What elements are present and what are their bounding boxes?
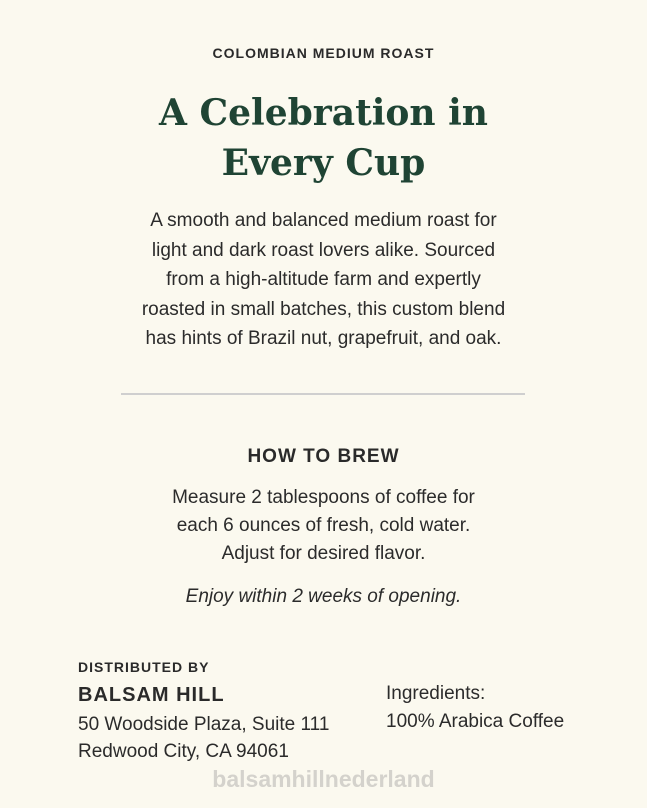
- brew-heading: HOW TO BREW: [247, 446, 400, 467]
- ingredients-value: 100% Arabica Coffee: [386, 711, 565, 732]
- brew-instruction-line: Adjust for desired flavor.: [221, 543, 426, 564]
- address-line: 50 Woodside Plaza, Suite 111: [78, 714, 330, 735]
- address-line: Redwood City, CA 94061: [78, 741, 289, 762]
- watermark-text: balsamhillnederland: [212, 766, 435, 792]
- section-divider: [121, 393, 525, 395]
- product-headline: [0, 88, 647, 188]
- product-description: [0, 206, 647, 354]
- brew-instruction-line: each 6 ounces of fresh, cold water.: [176, 515, 471, 536]
- headline-line: Every Cup: [221, 142, 426, 184]
- brew-instructions: [0, 484, 647, 568]
- product-eyebrow: COLOMBIAN MEDIUM ROAST: [212, 45, 435, 61]
- brew-instruction-line: Measure 2 tablespoons of coffee for: [172, 487, 475, 508]
- description-line: from a high-altitude farm and expertly: [166, 269, 481, 290]
- description-line: roasted in small batches, this custom blend: [141, 298, 506, 320]
- ingredients-label: Ingredients:: [386, 683, 486, 704]
- headline-line: A Celebration in: [159, 92, 488, 134]
- description-line: light and dark roast lovers alike. Sourced: [151, 239, 496, 261]
- distributor-label: DISTRIBUTED BY: [78, 659, 210, 675]
- distributor-address: [78, 711, 329, 765]
- description-line: has hints of Brazil nut, grapefruit, and oak.: [145, 328, 502, 349]
- enjoy-note: Enjoy within 2 weeks of opening.: [185, 586, 462, 607]
- description-line: A smooth and balanced medium roast for: [150, 210, 497, 231]
- distributor-name: BALSAM HILL: [78, 684, 225, 706]
